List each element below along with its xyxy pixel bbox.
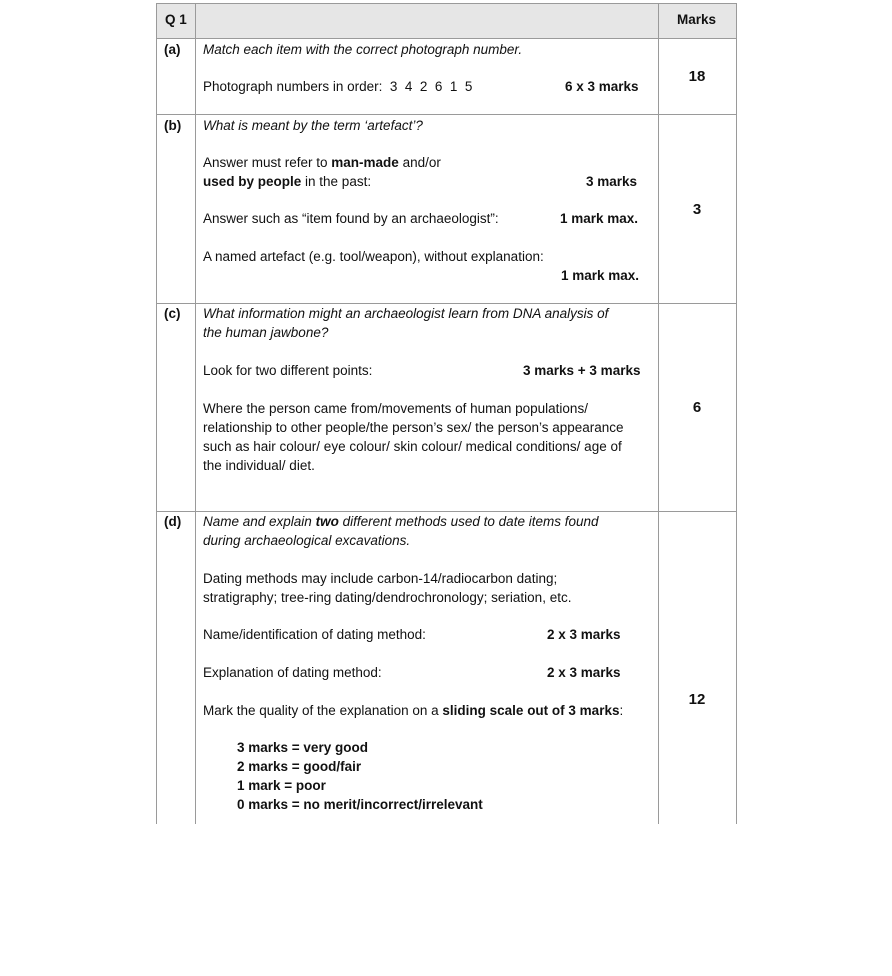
table-header-background <box>157 3 736 38</box>
scale-item: 0 marks = no merit/incorrect/irrelevant <box>237 797 483 812</box>
answer-text: such as hair colour/ eye colour/ skin colour/ medical conditions/ age of <box>203 439 622 454</box>
answer-text: Look for two different points: <box>203 363 373 378</box>
part-label: (c) <box>164 306 181 321</box>
question-number: Q 1 <box>165 12 187 27</box>
row-divider <box>156 38 737 39</box>
question-text: the human jawbone? <box>203 325 329 340</box>
question-text: What information might an archaeologist learn from DNA analysis of <box>203 306 609 321</box>
row-divider <box>156 114 737 115</box>
marks-total: 18 <box>688 68 706 85</box>
part-label: (b) <box>164 118 182 133</box>
marks-note: 2 x 3 marks <box>547 627 621 642</box>
scale-item: 2 marks = good/fair <box>237 759 362 774</box>
marks-total: 12 <box>688 691 706 708</box>
answer-text: used by people in the past: <box>203 174 372 189</box>
marks-note: 2 x 3 marks <box>547 665 621 680</box>
marks-header: Marks <box>677 12 717 27</box>
table-right-border <box>736 3 737 824</box>
table-left-border <box>156 3 157 824</box>
answer-text: Photograph numbers in order: 3 4 2 6 1 5 <box>203 79 473 94</box>
answer-text: Dating methods may include carbon-14/radiocarbon dating; <box>203 571 558 586</box>
answer-text: Mark the quality of the explanation on a sliding scale out of 3 marks: <box>203 703 624 718</box>
marks-note: 1 mark max. <box>561 268 640 283</box>
answer-text: Where the person came from/movements of human populations/ <box>203 401 588 416</box>
scale-item: 1 mark = poor <box>237 778 326 793</box>
question-text: during archaeological excavations. <box>203 533 411 548</box>
question-text: Match each item with the correct photograph number. <box>203 42 523 57</box>
part-label: (a) <box>164 42 181 57</box>
answer-text: Name/identification of dating method: <box>203 627 426 642</box>
answer-text: A named artefact (e.g. tool/weapon), without explanation: <box>203 249 544 264</box>
question-text: Name and explain two different methods used to date items found <box>203 514 599 529</box>
table-label-divider <box>195 3 196 824</box>
answer-text: the individual/ diet. <box>203 458 315 473</box>
part-label: (d) <box>164 514 182 529</box>
marks-total: 3 <box>692 201 702 218</box>
answer-text: Answer must refer to man-made and/or <box>203 155 441 170</box>
marks-note: 6 x 3 marks <box>565 79 639 94</box>
question-text: What is meant by the term ‘artefact’? <box>203 118 423 133</box>
answer-text: Explanation of dating method: <box>203 665 382 680</box>
answer-text: relationship to other people/the person’s sex/ the person’s appearance <box>203 420 624 435</box>
scale-item: 3 marks = very good <box>237 740 368 755</box>
photo-sequence: 3 4 2 6 1 5 <box>389 79 473 94</box>
marks-note: 1 mark max. <box>560 211 639 226</box>
answer-text: Answer such as “item found by an archaeologist”: <box>203 211 499 226</box>
marks-total: 6 <box>692 399 702 416</box>
table-top-border <box>156 3 737 4</box>
answer-text: stratigraphy; tree-ring dating/dendrochronology; seriation, etc. <box>203 590 572 605</box>
marks-note: 3 marks + 3 marks <box>523 363 641 378</box>
marks-note: 3 marks <box>586 174 638 189</box>
